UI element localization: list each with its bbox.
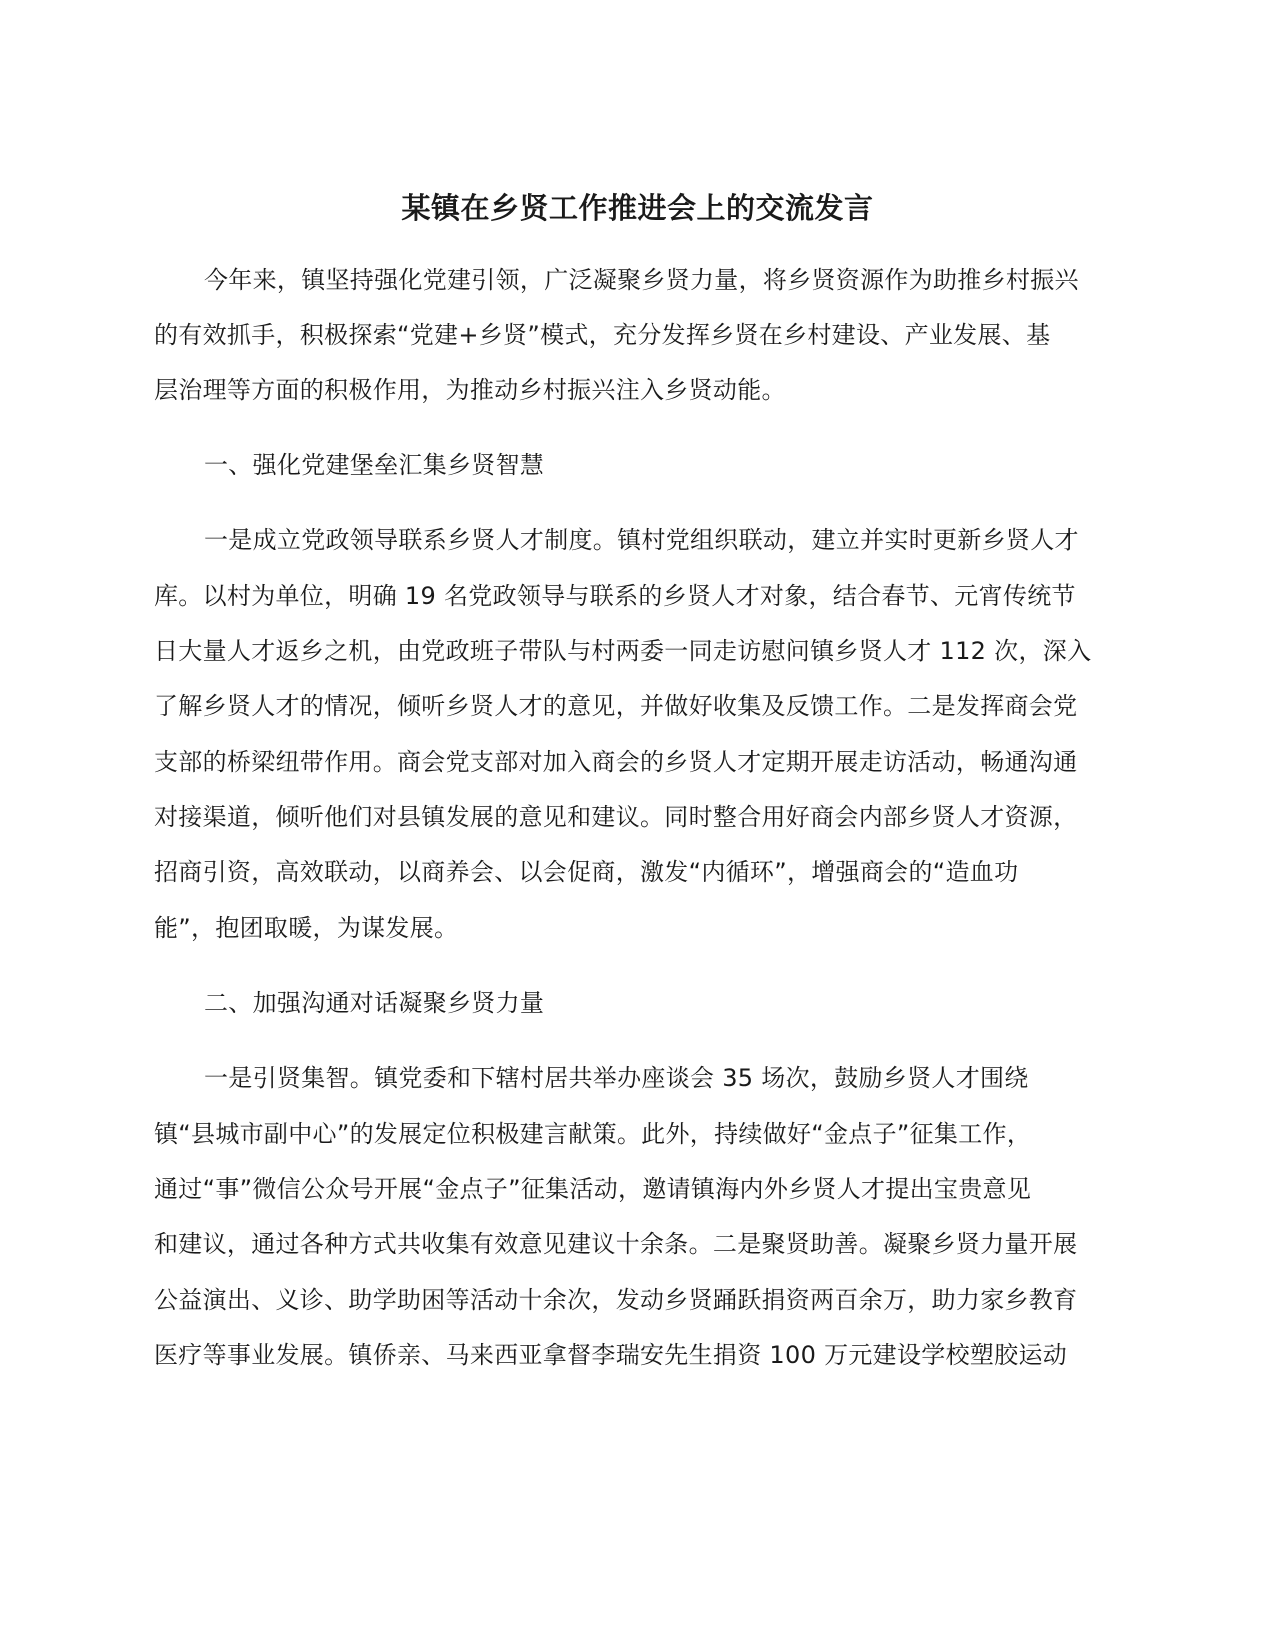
body-line: 今年来，镇坚持强化党建引领，广泛凝聚乡贤力量，将乡贤资源作为助推乡村振兴 bbox=[204, 266, 1079, 294]
body-line: 一是成立党政领导联系乡贤人才制度。镇村党组织联动，建立并实时更新乡贤人才 bbox=[204, 526, 1079, 554]
body-line: 对接渠道，倾听他们对县镇发展的意见和建议。同时整合用好商会内部乡贤人才资源， bbox=[154, 803, 1078, 831]
body-line: 通过“事”微信公众号开展“金点子”征集活动，邀请镇海内外乡贤人才提出宝贵意见 bbox=[154, 1175, 1032, 1203]
body-line: 支部的桥梁纽带作用。商会党支部对加入商会的乡贤人才定期开展走访活动，畅通沟通 bbox=[154, 748, 1078, 776]
body-line: 了解乡贤人才的情况，倾听乡贤人才的意见，并做好收集及反馈工作。二是发挥商会党 bbox=[154, 692, 1078, 720]
body-line: 和建议，通过各种方式共收集有效意见建议十余条。二是聚贤助善。凝聚乡贤力量开展 bbox=[154, 1230, 1078, 1258]
body-line: 的有效抓手，积极探索“党建+乡贤”模式，充分发挥乡贤在乡村建设、产业发展、基 bbox=[154, 321, 1051, 349]
body-line: 公益演出、义诊、助学助困等活动十余次，发动乡贤踊跃捐资两百余万，助力家乡教育 bbox=[154, 1286, 1078, 1314]
section-heading-2: 二、加强沟通对话凝聚乡贤力量 bbox=[204, 989, 545, 1017]
document-title: 某镇在乡贤工作推进会上的交流发言 bbox=[401, 191, 874, 225]
body-line: 能”，抱团取暖，为谋发展。 bbox=[154, 914, 459, 942]
section-heading-1: 一、强化党建堡垒汇集乡贤智慧 bbox=[204, 451, 545, 479]
body-line: 日大量人才返乡之机，由党政班子带队与村两委一同走访慰问镇乡贤人才 112 次，深入 bbox=[154, 637, 1092, 665]
body-line: 医疗等事业发展。镇侨亲、马来西亚拿督李瑞安先生捐资 100 万元建设学校塑胶运动 bbox=[154, 1341, 1068, 1369]
body-line: 镇“县城市副中心”的发展定位积极建言献策。此外，持续做好“金点子”征集工作， bbox=[154, 1120, 1032, 1148]
body-line: 库。以村为单位，明确 19 名党政领导与联系的乡贤人才对象，结合春节、元宵传统节 bbox=[154, 582, 1076, 610]
body-line: 招商引资，高效联动，以商养会、以会促商，激发“内循环”，增强商会的“造血功 bbox=[154, 858, 1019, 886]
body-line: 一是引贤集智。镇党委和下辖村居共举办座谈会 35 场次，鼓励乡贤人才围绕 bbox=[204, 1064, 1029, 1092]
body-line: 层治理等方面的积极作用，为推动乡村振兴注入乡贤动能。 bbox=[154, 376, 786, 404]
